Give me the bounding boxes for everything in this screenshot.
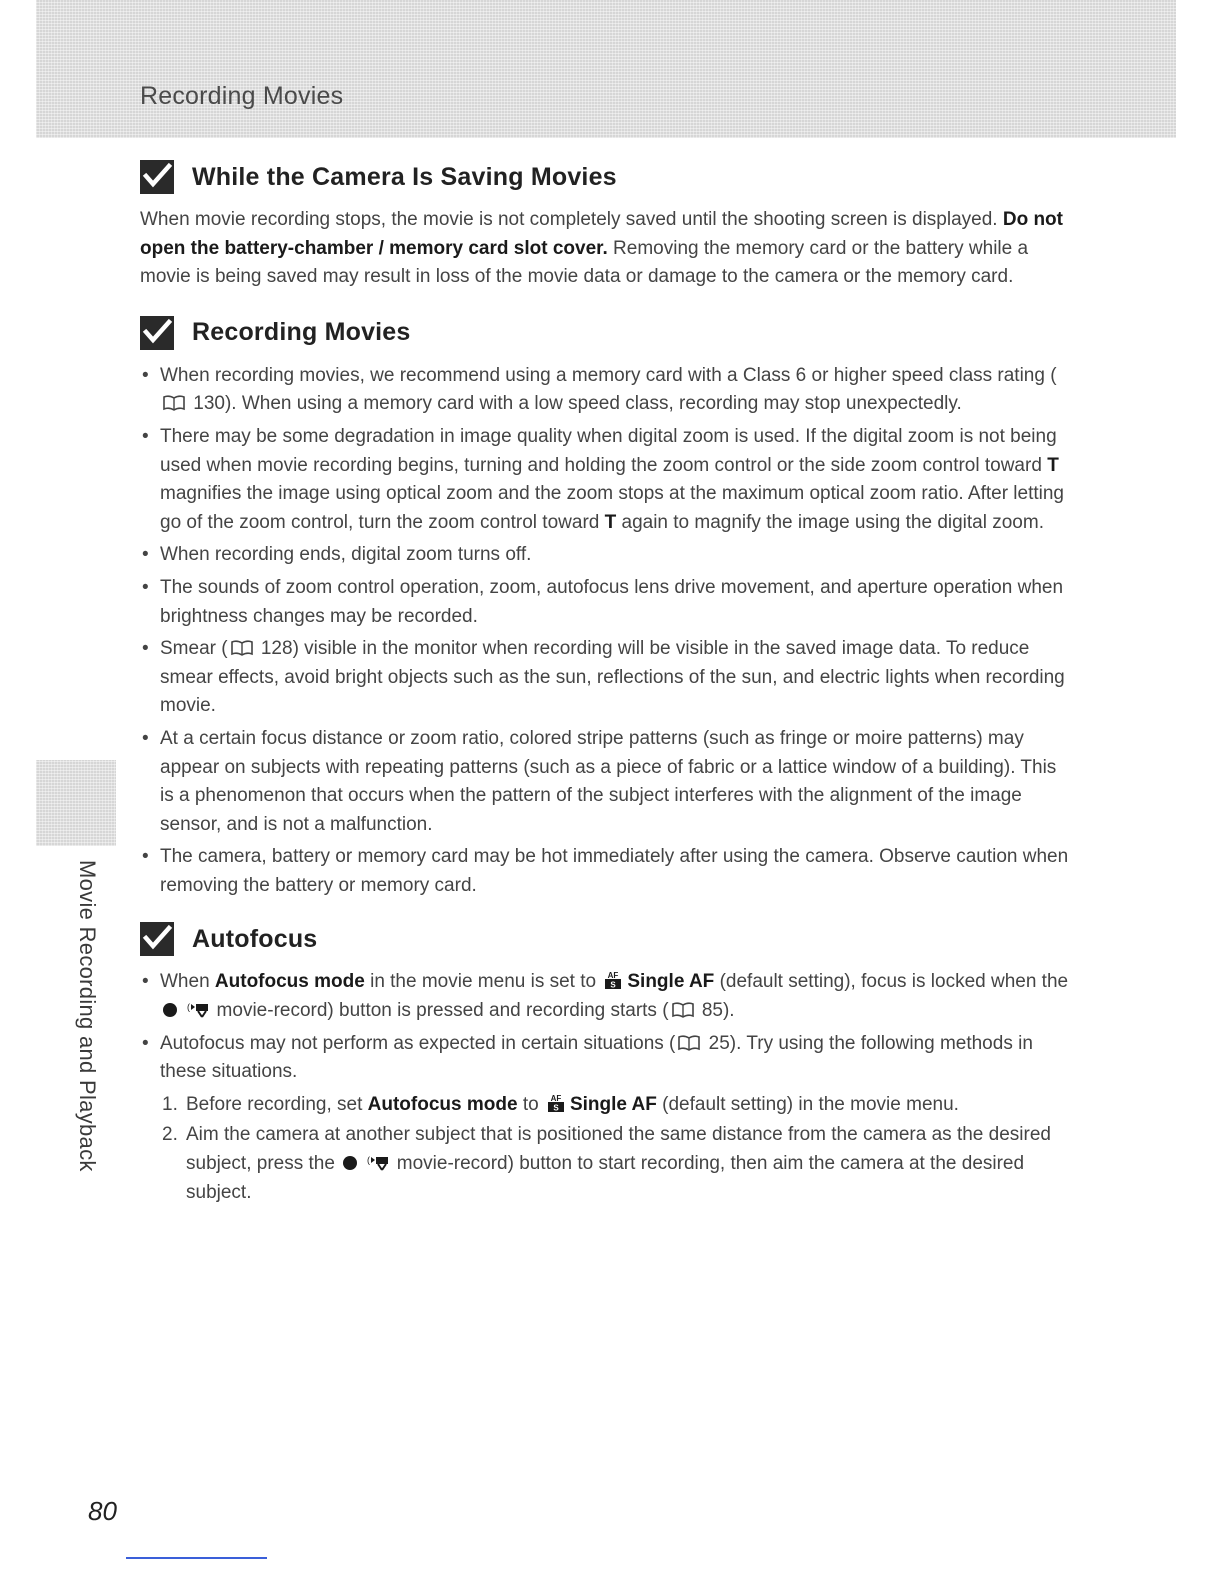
text-run: in the movie menu is set to [364,971,602,993]
page-reference: 128 [260,638,293,660]
record-dot-icon [343,1156,357,1170]
menu-item-name: Autofocus mode [214,971,365,993]
text-run: Before recording, set [186,1093,368,1115]
text-run: again to magnify the image using the digital zoom. [616,511,1044,533]
list-item [140,423,1072,537]
text-run: movie-record) button is pressed and recording starts ( [211,1000,669,1022]
step-item [162,1121,1072,1207]
text-run: to [517,1093,544,1115]
book-reference-icon [677,1035,701,1051]
single-af-icon [546,1093,566,1113]
book-reference-icon [230,640,254,656]
list-item [140,635,1072,721]
zoom-tele-symbol: T [604,511,617,533]
text-run: When recording movies, we recommend using a memory card with a Class 6 or higher speed class rating ( [160,364,1057,386]
page-content [140,160,1072,1209]
section-heading-saving [140,160,1072,194]
bullet-list [140,362,1072,901]
text-run: When movie recording stops, the movie is not completely saved until the shooting screen is displayed. [140,209,1003,230]
text-run: ). Try using the following methods in these situations. [160,1032,1033,1083]
section-heading-recording [140,316,1072,350]
caution-check-icon [140,316,174,350]
text-run: ). [722,1000,735,1022]
step-text [186,1121,1072,1207]
book-reference-icon [162,395,186,411]
text-run: There may be some degradation in image quality when digital zoom is used. If the digital zoom is not being used when movie recording begins, turning and holding the zoom control or the side zoom control toward [160,425,1057,476]
text-run: Smear ( [160,638,228,660]
page-reference: 130 [193,393,225,415]
header-band [36,0,1176,138]
list-item: • At a certain focus distance or zoom ratio, colored stripe patterns (such as fringe or moire patterns) may appear on subjects with repeating patterns (such as a piece of fabric or a lattice window of a building). This is a phenomenon that occurs when the pattern of the subject interferes with the alignment of the image sensor, and is not a malfunction. [140,725,1072,839]
step-number: 2. [162,1124,178,1146]
text-run: Autofocus may not perform as expected in certain situations ( [160,1032,676,1054]
movie-record-icon [367,1154,389,1172]
step-item [162,1091,1072,1120]
section-title: Recording Movies [192,318,411,347]
list-item [140,968,1072,1025]
page-reference: 25 [708,1032,730,1054]
section-title: While the Camera Is Saving Movies [192,162,617,191]
list-item [140,362,1072,419]
bullet-list [140,968,1072,1086]
list-item [140,1030,1072,1087]
book-reference-icon [671,1002,695,1018]
page-header-title: Recording Movies [140,82,344,110]
page-reference: 85 [701,1000,723,1022]
single-af-icon [603,970,623,990]
section-title: Autofocus [192,924,318,953]
movie-record-icon [187,1001,209,1019]
text-run: magnifies the image using optical zoom and the zoom stops at the maximum optical zoom ratio. After letting go of the zoom control, turn the zoom control toward [160,483,1065,533]
side-tab-marker [36,760,116,846]
text-run: When [160,971,215,993]
text-run: (default setting), focus is locked when the [714,971,1069,993]
section-heading-autofocus [140,922,1072,956]
text-run: ). When using a memory card with a low speed class, recording may stop unexpectedly. [224,393,962,415]
numbered-steps [140,1091,1072,1207]
caution-check-icon [140,922,174,956]
bold-warning: Do not open the battery-chamber / memory card slot cover. [140,209,1063,259]
text-run: ) visible in the monitor when recording will be visible in the saved image data. To reduce smear effects, avoid bright objects such as the sun, reflections of the sun, and electric lights when recording movie. [160,638,1065,717]
text-run: movie-record) button to start recording, then aim the camera at the desired subject. [186,1153,1025,1203]
list-item: • The sounds of zoom control operation, zoom, autofocus lens drive movement, and aperture operation when brightness changes may be recorded. [140,574,1072,631]
option-name: Single AF [627,971,715,993]
option-name: Single AF [569,1093,657,1115]
menu-item-name: Autofocus mode [367,1093,518,1115]
caution-check-icon [140,160,174,194]
zoom-tele-symbol: T [1047,454,1059,476]
text-run: (default setting) in the movie menu. [656,1093,959,1115]
footer-rule [126,1557,267,1559]
step-text [186,1091,959,1120]
text-run: Removing the memory card or the battery while a movie is being saved may result in loss of the movie data or damage to the camera or the memory card. [140,237,1029,288]
record-dot-icon [163,1003,177,1017]
list-item: • The camera, battery or memory card may be hot immediately after using the camera. Observe caution when removing the battery or memory card. [140,843,1072,900]
page-number: 80 [88,1496,117,1526]
section-paragraph [140,206,1072,292]
step-number: 1. [162,1093,178,1115]
text-run: Aim the camera at another subject that is positioned the same distance from the camera as the desired subject, press the [186,1124,1051,1175]
side-tab-label: Movie Recording and Playback [75,860,100,1172]
list-item: • When recording ends, digital zoom turns off. [140,541,1072,570]
